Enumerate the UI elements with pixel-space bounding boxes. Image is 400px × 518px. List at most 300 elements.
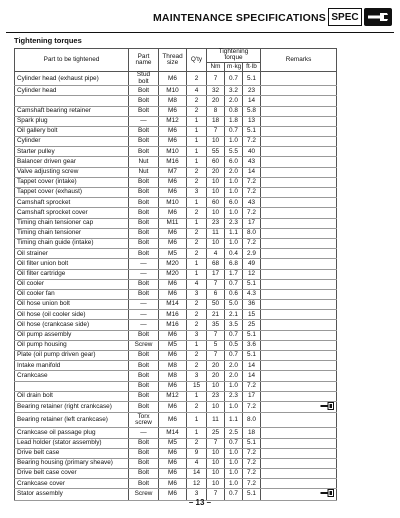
thread-size-cell: M6 bbox=[159, 137, 187, 147]
ftlb-cell: 7.2 bbox=[243, 381, 261, 391]
part-type-cell: Torx screw bbox=[129, 413, 159, 428]
ftlb-cell: 8.0 bbox=[243, 228, 261, 238]
qty-cell: 2 bbox=[187, 310, 207, 320]
section-title: Tightening torques bbox=[14, 36, 82, 45]
qty-cell: 3 bbox=[187, 289, 207, 299]
remarks-cell bbox=[261, 458, 337, 468]
ftlb-cell: 14 bbox=[243, 96, 261, 106]
remarks-cell bbox=[261, 438, 337, 448]
qty-cell: 2 bbox=[187, 351, 207, 361]
qty-cell: 14 bbox=[187, 469, 207, 479]
remarks-cell bbox=[261, 188, 337, 198]
part-type-cell: Bolt bbox=[129, 208, 159, 218]
table-row bbox=[15, 361, 337, 371]
table-row bbox=[15, 310, 337, 320]
part-type-cell: — bbox=[129, 259, 159, 269]
ftlb-cell: 4.3 bbox=[243, 289, 261, 299]
part-name-cell: Bearing housing (primary sheave) bbox=[15, 458, 129, 468]
remarks-cell bbox=[261, 86, 337, 96]
ftlb-cell: 15 bbox=[243, 310, 261, 320]
remarks-cell bbox=[261, 249, 337, 259]
table-row bbox=[15, 413, 337, 428]
nm-cell: 10 bbox=[207, 401, 225, 412]
ftlb-cell: 5.1 bbox=[243, 489, 261, 500]
qty-cell: 2 bbox=[187, 167, 207, 177]
part-name-cell: Spark plug bbox=[15, 116, 129, 126]
remarks-cell bbox=[261, 361, 337, 371]
remarks-cell bbox=[261, 238, 337, 248]
part-type-cell: Bolt bbox=[129, 106, 159, 116]
nm-cell: 10 bbox=[207, 479, 225, 489]
table-row bbox=[15, 188, 337, 198]
mkg-cell: 1.8 bbox=[225, 116, 243, 126]
mkg-cell: 0.7 bbox=[225, 330, 243, 340]
mkg-cell: 0.7 bbox=[225, 72, 243, 86]
part-type-cell: Bolt bbox=[129, 249, 159, 259]
table-row bbox=[15, 391, 337, 401]
thread-size-cell: M10 bbox=[159, 198, 187, 208]
remarks-cell bbox=[261, 72, 337, 86]
thread-size-cell: M14 bbox=[159, 300, 187, 310]
header-qty: Q'ty bbox=[187, 49, 207, 72]
remarks-cell bbox=[261, 300, 337, 310]
table-row bbox=[15, 96, 337, 106]
thread-size-cell: M6 bbox=[159, 188, 187, 198]
thread-size-cell: M16 bbox=[159, 320, 187, 330]
remarks-cell bbox=[261, 310, 337, 320]
nm-cell: 10 bbox=[207, 177, 225, 187]
mkg-cell: 6.0 bbox=[225, 198, 243, 208]
thread-size-cell: M6 bbox=[159, 126, 187, 136]
thread-size-cell: M6 bbox=[159, 330, 187, 340]
ftlb-cell: 5.1 bbox=[243, 279, 261, 289]
qty-cell: 3 bbox=[187, 489, 207, 500]
ftlb-cell: 5.1 bbox=[243, 330, 261, 340]
part-name-cell: Crankcase oil passage plug bbox=[15, 428, 129, 438]
nm-cell: 23 bbox=[207, 218, 225, 228]
thread-size-cell: M10 bbox=[159, 147, 187, 157]
part-type-cell: Nut bbox=[129, 167, 159, 177]
spec-label: SPEC bbox=[328, 8, 362, 26]
qty-cell: 1 bbox=[187, 259, 207, 269]
part-name-cell: Plate (oil pump driven gear) bbox=[15, 351, 129, 361]
part-type-cell: Bolt bbox=[129, 381, 159, 391]
table-row bbox=[15, 218, 337, 228]
remarks-cell bbox=[261, 279, 337, 289]
ftlb-cell: 17 bbox=[243, 391, 261, 401]
table-row bbox=[15, 167, 337, 177]
qty-cell: 4 bbox=[187, 458, 207, 468]
nm-cell: 7 bbox=[207, 72, 225, 86]
nm-cell: 11 bbox=[207, 228, 225, 238]
part-name-cell: Oil hose union bolt bbox=[15, 300, 129, 310]
remarks-cell bbox=[261, 320, 337, 330]
nm-cell: 10 bbox=[207, 381, 225, 391]
ftlb-cell: 12 bbox=[243, 269, 261, 279]
qty-cell: 2 bbox=[187, 72, 207, 86]
table-row bbox=[15, 259, 337, 269]
part-type-cell: Bolt bbox=[129, 228, 159, 238]
nm-cell: 10 bbox=[207, 188, 225, 198]
remarks-cell bbox=[261, 96, 337, 106]
part-name-cell: Cylinder bbox=[15, 137, 129, 147]
mkg-cell: 1.0 bbox=[225, 448, 243, 458]
table-row bbox=[15, 137, 337, 147]
part-name-cell: Oil pump housing bbox=[15, 340, 129, 350]
qty-cell: 2 bbox=[187, 320, 207, 330]
part-type-cell: Bolt bbox=[129, 330, 159, 340]
ftlb-cell: 5.1 bbox=[243, 72, 261, 86]
part-type-cell: Bolt bbox=[129, 448, 159, 458]
mkg-cell: 1.1 bbox=[225, 228, 243, 238]
qty-cell: 1 bbox=[187, 157, 207, 167]
thread-size-cell: M12 bbox=[159, 116, 187, 126]
part-name-cell: Timing chain guide (intake) bbox=[15, 238, 129, 248]
table-row bbox=[15, 371, 337, 381]
nm-cell: 10 bbox=[207, 469, 225, 479]
thread-size-cell: M6 bbox=[159, 106, 187, 116]
table-row bbox=[15, 458, 337, 468]
part-name-cell: Timing chain tensioner bbox=[15, 228, 129, 238]
remarks-cell bbox=[261, 116, 337, 126]
qty-cell: 1 bbox=[187, 116, 207, 126]
qty-cell: 2 bbox=[187, 401, 207, 412]
mkg-cell: 2.0 bbox=[225, 96, 243, 106]
qty-cell: 2 bbox=[187, 96, 207, 106]
part-type-cell: Bolt bbox=[129, 371, 159, 381]
nm-cell: 25 bbox=[207, 428, 225, 438]
thread-size-cell: M5 bbox=[159, 340, 187, 350]
nm-cell: 8 bbox=[207, 106, 225, 116]
nm-cell: 60 bbox=[207, 157, 225, 167]
remarks-cell bbox=[261, 157, 337, 167]
nm-cell: 10 bbox=[207, 458, 225, 468]
part-name-cell: Camshaft bearing retainer bbox=[15, 106, 129, 116]
part-name-cell: Oil filter cartridge bbox=[15, 269, 129, 279]
thread-size-cell: M14 bbox=[159, 428, 187, 438]
remarks-cell bbox=[261, 289, 337, 299]
remarks-cell bbox=[261, 269, 337, 279]
remarks-cell bbox=[261, 391, 337, 401]
thread-size-cell: M6 bbox=[159, 238, 187, 248]
remarks-cell bbox=[261, 147, 337, 157]
part-type-cell: Bolt bbox=[129, 137, 159, 147]
mkg-cell: 1.0 bbox=[225, 188, 243, 198]
qty-cell: 2 bbox=[187, 106, 207, 116]
qty-cell: 1 bbox=[187, 198, 207, 208]
mkg-cell: 0.5 bbox=[225, 340, 243, 350]
part-type-cell: Bolt bbox=[129, 126, 159, 136]
mkg-cell: 0.4 bbox=[225, 249, 243, 259]
mkg-cell: 2.0 bbox=[225, 167, 243, 177]
table-row bbox=[15, 330, 337, 340]
part-name-cell: Crankcase cover bbox=[15, 479, 129, 489]
mkg-cell: 3.5 bbox=[225, 320, 243, 330]
part-type-cell: Stud bolt bbox=[129, 72, 159, 86]
table-row bbox=[15, 428, 337, 438]
part-type-cell: Screw bbox=[129, 340, 159, 350]
nm-cell: 55 bbox=[207, 147, 225, 157]
ftlb-cell: 14 bbox=[243, 371, 261, 381]
mkg-cell: 2.5 bbox=[225, 428, 243, 438]
part-type-cell: Bolt bbox=[129, 188, 159, 198]
thread-size-cell: M6 bbox=[159, 413, 187, 428]
part-type-cell: Nut bbox=[129, 157, 159, 167]
nm-cell: 5 bbox=[207, 340, 225, 350]
table-row bbox=[15, 249, 337, 259]
nm-cell: 7 bbox=[207, 489, 225, 500]
part-name-cell: Intake manifold bbox=[15, 361, 129, 371]
nm-cell: 7 bbox=[207, 126, 225, 136]
thread-size-cell: M5 bbox=[159, 249, 187, 259]
thread-size-cell: M8 bbox=[159, 371, 187, 381]
part-name-cell: Crankcase bbox=[15, 371, 129, 381]
nm-cell: 20 bbox=[207, 167, 225, 177]
mkg-cell: 0.8 bbox=[225, 106, 243, 116]
table-row bbox=[15, 228, 337, 238]
mkg-cell: 3.2 bbox=[225, 86, 243, 96]
qty-cell: 4 bbox=[187, 86, 207, 96]
mkg-cell: 6.8 bbox=[225, 259, 243, 269]
part-type-cell: Bolt bbox=[129, 351, 159, 361]
qty-cell: 3 bbox=[187, 371, 207, 381]
remarks-cell bbox=[261, 413, 337, 428]
part-type-cell: Bolt bbox=[129, 458, 159, 468]
nm-cell: 68 bbox=[207, 259, 225, 269]
thread-size-cell: M6 bbox=[159, 177, 187, 187]
thread-size-cell: M11 bbox=[159, 218, 187, 228]
part-name-cell: Oil drain bolt bbox=[15, 391, 129, 401]
mkg-cell: 5.5 bbox=[225, 147, 243, 157]
part-type-cell: — bbox=[129, 269, 159, 279]
qty-cell: 2 bbox=[187, 438, 207, 448]
mkg-cell: 0.7 bbox=[225, 489, 243, 500]
mkg-cell: 1.0 bbox=[225, 381, 243, 391]
part-name-cell: Oil cooler bbox=[15, 279, 129, 289]
qty-cell: 2 bbox=[187, 228, 207, 238]
part-name-cell: Tappet cover (intake) bbox=[15, 177, 129, 187]
part-type-cell: — bbox=[129, 428, 159, 438]
thread-size-cell: M20 bbox=[159, 269, 187, 279]
ftlb-cell: 40 bbox=[243, 147, 261, 157]
part-type-cell: Screw bbox=[129, 489, 159, 500]
qty-cell: 1 bbox=[187, 391, 207, 401]
page-title: MAINTENANCE SPECIFICATIONS bbox=[152, 12, 326, 24]
thread-size-cell: M20 bbox=[159, 259, 187, 269]
qty-cell: 2 bbox=[187, 361, 207, 371]
thread-size-cell: M6 bbox=[159, 351, 187, 361]
table-row bbox=[15, 106, 337, 116]
part-type-cell: Bolt bbox=[129, 289, 159, 299]
ftlb-cell: 5.1 bbox=[243, 351, 261, 361]
ftlb-cell: 5.8 bbox=[243, 106, 261, 116]
ftlb-cell: 43 bbox=[243, 198, 261, 208]
part-name-cell: Drive belt case cover bbox=[15, 469, 129, 479]
nm-cell: 35 bbox=[207, 320, 225, 330]
nm-cell: 10 bbox=[207, 208, 225, 218]
mkg-cell: 1.0 bbox=[225, 469, 243, 479]
qty-cell: 1 bbox=[187, 413, 207, 428]
part-name-cell: Bearing retainer (left crankcase) bbox=[15, 413, 129, 428]
table-row bbox=[15, 157, 337, 167]
header-ftlb: ft·lb bbox=[243, 62, 261, 72]
part-type-cell: — bbox=[129, 310, 159, 320]
part-name-cell: Oil filter union bolt bbox=[15, 259, 129, 269]
qty-cell: 2 bbox=[187, 208, 207, 218]
part-type-cell: Bolt bbox=[129, 238, 159, 248]
thread-size-cell: M6 bbox=[159, 381, 187, 391]
part-type-cell: Bolt bbox=[129, 279, 159, 289]
table-row bbox=[15, 401, 337, 412]
thread-size-cell: M10 bbox=[159, 86, 187, 96]
table-row bbox=[15, 289, 337, 299]
nm-cell: 4 bbox=[207, 249, 225, 259]
part-type-cell: Bolt bbox=[129, 198, 159, 208]
mkg-cell: 0.7 bbox=[225, 126, 243, 136]
ftlb-cell: 7.2 bbox=[243, 238, 261, 248]
mkg-cell: 1.7 bbox=[225, 269, 243, 279]
thread-size-cell: M6 bbox=[159, 72, 187, 86]
qty-cell: 4 bbox=[187, 279, 207, 289]
ftlb-cell: 5.1 bbox=[243, 438, 261, 448]
part-type-cell: — bbox=[129, 300, 159, 310]
qty-cell: 1 bbox=[187, 428, 207, 438]
remarks-cell bbox=[261, 137, 337, 147]
part-name-cell: Oil cooler fan bbox=[15, 289, 129, 299]
remarks-cell bbox=[261, 167, 337, 177]
remarks-cell bbox=[261, 126, 337, 136]
thread-size-cell: M6 bbox=[159, 208, 187, 218]
ftlb-cell: 7.2 bbox=[243, 137, 261, 147]
thread-size-cell: M16 bbox=[159, 310, 187, 320]
part-type-cell: Bolt bbox=[129, 391, 159, 401]
thread-size-cell: M6 bbox=[159, 469, 187, 479]
nm-cell: 32 bbox=[207, 86, 225, 96]
mkg-cell: 0.7 bbox=[225, 438, 243, 448]
part-type-cell: Bolt bbox=[129, 96, 159, 106]
qty-cell: 2 bbox=[187, 177, 207, 187]
nm-cell: 7 bbox=[207, 351, 225, 361]
part-name-cell: Drive belt case bbox=[15, 448, 129, 458]
header-nm: Nm bbox=[207, 62, 225, 72]
nm-cell: 60 bbox=[207, 198, 225, 208]
thread-size-cell: M8 bbox=[159, 96, 187, 106]
table-row bbox=[15, 479, 337, 489]
table-row bbox=[15, 147, 337, 157]
remarks-cell bbox=[261, 401, 337, 412]
part-name-cell bbox=[15, 381, 129, 391]
qty-cell: 2 bbox=[187, 300, 207, 310]
table-row bbox=[15, 72, 337, 86]
mkg-cell: 1.0 bbox=[225, 238, 243, 248]
mkg-cell: 2.3 bbox=[225, 391, 243, 401]
nm-cell: 21 bbox=[207, 310, 225, 320]
part-type-cell: — bbox=[129, 116, 159, 126]
qty-cell: 1 bbox=[187, 147, 207, 157]
ftlb-cell: 25 bbox=[243, 320, 261, 330]
ftlb-cell: 13 bbox=[243, 116, 261, 126]
remarks-cell bbox=[261, 218, 337, 228]
table-row bbox=[15, 177, 337, 187]
mkg-cell: 1.0 bbox=[225, 479, 243, 489]
mkg-cell: 0.6 bbox=[225, 289, 243, 299]
remarks-cell bbox=[261, 228, 337, 238]
part-name-cell: Valve adjusting screw bbox=[15, 167, 129, 177]
mkg-cell: 5.0 bbox=[225, 300, 243, 310]
remarks-cell bbox=[261, 340, 337, 350]
qty-cell: 2 bbox=[187, 238, 207, 248]
nm-cell: 11 bbox=[207, 413, 225, 428]
thread-size-cell: M16 bbox=[159, 157, 187, 167]
part-type-cell: Bolt bbox=[129, 361, 159, 371]
part-name-cell: Cylinder head (exhaust pipe) bbox=[15, 72, 129, 86]
thread-size-cell: M5 bbox=[159, 438, 187, 448]
ftlb-cell: 7.2 bbox=[243, 401, 261, 412]
mkg-cell: 1.0 bbox=[225, 401, 243, 412]
ftlb-cell: 23 bbox=[243, 86, 261, 96]
qty-cell: 12 bbox=[187, 479, 207, 489]
ftlb-cell: 17 bbox=[243, 218, 261, 228]
part-name-cell: Bearing retainer (right crankcase) bbox=[15, 401, 129, 412]
table-row bbox=[15, 126, 337, 136]
nm-cell: 20 bbox=[207, 361, 225, 371]
mkg-cell: 0.7 bbox=[225, 279, 243, 289]
table-row bbox=[15, 238, 337, 248]
table-row bbox=[15, 116, 337, 126]
thread-size-cell: M6 bbox=[159, 401, 187, 412]
part-type-cell: Bolt bbox=[129, 147, 159, 157]
remarks-cell bbox=[261, 371, 337, 381]
header-tightening-torque: Tightening torque bbox=[207, 49, 261, 63]
nm-cell: 17 bbox=[207, 269, 225, 279]
table-row bbox=[15, 351, 337, 361]
mkg-cell: 2.0 bbox=[225, 361, 243, 371]
header-part-name: Part name bbox=[129, 49, 159, 72]
table-row bbox=[15, 320, 337, 330]
mkg-cell: 1.0 bbox=[225, 137, 243, 147]
nm-cell: 10 bbox=[207, 238, 225, 248]
table-row bbox=[15, 438, 337, 448]
ftlb-cell: 14 bbox=[243, 167, 261, 177]
part-name-cell: Camshaft sprocket bbox=[15, 198, 129, 208]
table-row bbox=[15, 279, 337, 289]
ftlb-cell: 36 bbox=[243, 300, 261, 310]
thread-size-cell: M6 bbox=[159, 448, 187, 458]
mkg-cell: 2.3 bbox=[225, 218, 243, 228]
part-name-cell: Tappet cover (exhaust) bbox=[15, 188, 129, 198]
qty-cell: 3 bbox=[187, 330, 207, 340]
nm-cell: 7 bbox=[207, 279, 225, 289]
table-row bbox=[15, 198, 337, 208]
ftlb-cell: 8.0 bbox=[243, 413, 261, 428]
ftlb-cell: 3.6 bbox=[243, 340, 261, 350]
ftlb-cell: 7.2 bbox=[243, 458, 261, 468]
mkg-cell: 1.0 bbox=[225, 458, 243, 468]
ftlb-cell: 49 bbox=[243, 259, 261, 269]
thread-size-cell: M6 bbox=[159, 289, 187, 299]
part-name-cell bbox=[15, 96, 129, 106]
nm-cell: 10 bbox=[207, 137, 225, 147]
remarks-cell bbox=[261, 106, 337, 116]
remarks-cell bbox=[261, 259, 337, 269]
thread-size-cell: M6 bbox=[159, 279, 187, 289]
header-part: Part to be tightened bbox=[15, 49, 129, 72]
table-row bbox=[15, 300, 337, 310]
part-name-cell: Balancer driven gear bbox=[15, 157, 129, 167]
part-name-cell: Timing chain tensioner cap bbox=[15, 218, 129, 228]
remarks-cell bbox=[261, 381, 337, 391]
ftlb-cell: 43 bbox=[243, 157, 261, 167]
